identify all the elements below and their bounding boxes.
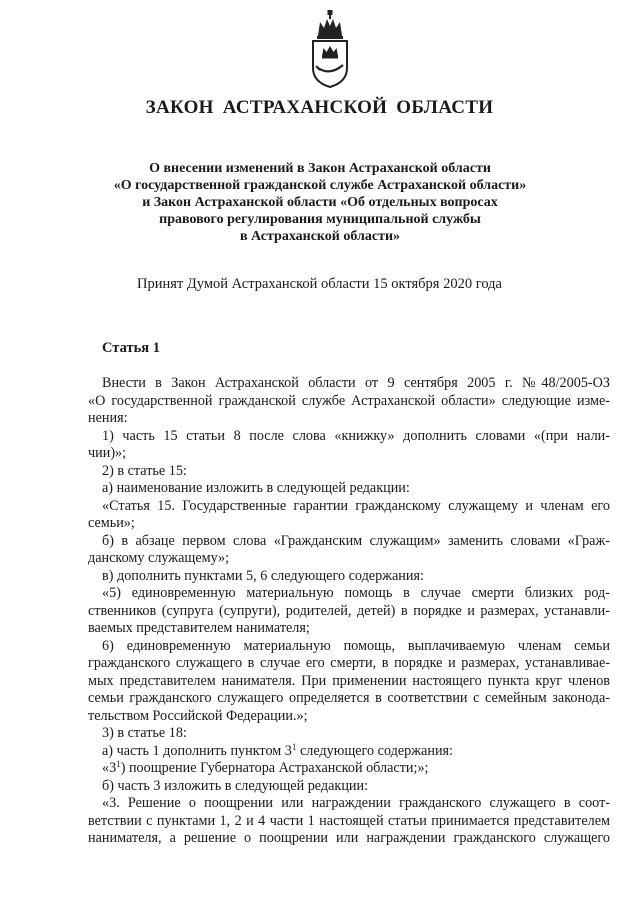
subtitle-line: и Закон Астраханской области «Об отдельных вопросах xyxy=(142,195,498,210)
law-subtitle xyxy=(60,160,580,245)
text-line: 6) единовременную материальную помощь, выплачиваемую членам семьи xyxy=(102,637,610,654)
text-span: «3 xyxy=(102,760,117,776)
text-line: 3) в статье 18: xyxy=(102,725,187,741)
text-line: «О государственной гражданской службе Астраханской области» следующие изме- xyxy=(88,392,610,409)
text-line: «Статья 15. Государственные гарантии гражданскому служащему и членам его xyxy=(102,497,610,514)
text-line: чии)»; xyxy=(88,445,127,461)
coat-of-arms-icon xyxy=(305,10,355,88)
text-line: ственников (супруга (супруги), родителей, детей) в порядке и размерах, устанавли- xyxy=(88,602,610,619)
text-line: тельством Российской Федерации.»; xyxy=(88,707,308,724)
text-line: в) дополнить пунктами 5, 6 следующего содержания: xyxy=(102,567,424,584)
text-line: 1) часть 15 статьи 8 после слова «книжку» дополнить словами «(при нали- xyxy=(102,427,610,444)
subtitle-line: правового регулирования муниципальной службы xyxy=(159,212,481,227)
text-line: б) часть 3 изложить в следующей редакции: xyxy=(102,777,369,794)
text-span: следующего содержания: xyxy=(296,742,454,759)
article-heading: Статья 1 xyxy=(102,340,160,356)
text-line: «3. Решение о поощрении или награждении гражданского служащего в соот- xyxy=(102,795,610,811)
text-line: гражданского служащего в случае его смерти, в порядке и размерах, устанавливае- xyxy=(88,655,610,671)
text-line: нения: xyxy=(88,410,128,426)
subtitle-line: О внесении изменений в Закон Астраханской области xyxy=(149,161,491,176)
text-line: ваемых представителем нанимателя; xyxy=(88,620,310,636)
text-line: 2) в статье 15: xyxy=(102,462,187,479)
text-line: ветствии с пунктами 1, 2 и 4 части 1 настоящей статьи принимается представителем xyxy=(88,812,610,829)
subtitle-line: в Астраханской области» xyxy=(239,229,401,244)
adoption-note: Принят Думой Астраханской области 15 октября 2020 года xyxy=(137,276,502,292)
text-line: Внести в Закон Астраханской области от 9 сентября 2005 г. №48/2005-ОЗ xyxy=(102,375,610,391)
text-line: семьи»; xyxy=(88,515,135,531)
text-line xyxy=(88,743,610,761)
text-line: б) в абзаце первом слова «Гражданским служащим» заменить словами «Граж- xyxy=(102,532,610,549)
subtitle-line: «О государственной гражданской службе Астраханской области» xyxy=(113,178,527,193)
text-line: мых представителем нанимателя. При применении настоящего пункта круг членов xyxy=(88,672,610,689)
text-line: нанимателя, а решение о поощрении или награждении гражданского служащего xyxy=(88,830,610,846)
article-body xyxy=(88,375,610,848)
text-line: семьи гражданского служащего определяется в соответствии с семейным законода- xyxy=(88,690,610,706)
superscript: 1 xyxy=(116,759,121,769)
text-line xyxy=(88,760,610,778)
text-span: ) поощрение Губернатора Астраханской области;»; xyxy=(120,760,429,776)
law-title: ЗАКОН АСТРАХАНСКОЙ ОБЛАСТИ xyxy=(145,97,494,118)
text-line: данскому служащему»; xyxy=(88,550,230,566)
superscript: 1 xyxy=(291,741,297,752)
text-line: «5) единовременную материальную помощь в случае смерти близких род- xyxy=(102,585,610,601)
text-span: а) часть 1 дополнить пунктом 3 xyxy=(102,742,292,759)
text-line: а) наименование изложить в следующей редакции: xyxy=(102,480,410,496)
